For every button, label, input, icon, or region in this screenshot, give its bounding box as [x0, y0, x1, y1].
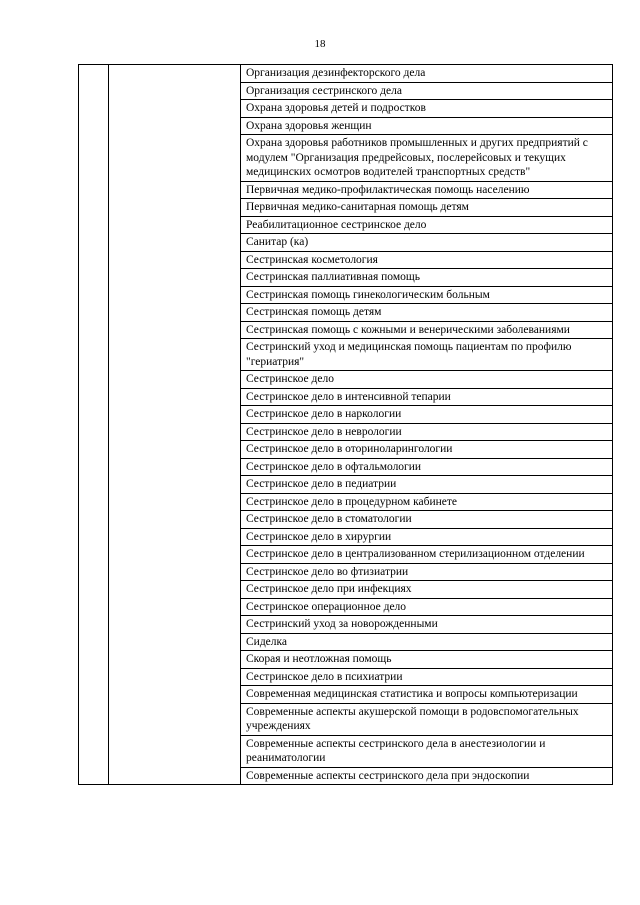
course-name-cell: Сестринское дело в наркологии — [241, 406, 613, 424]
course-name-cell: Современные аспекты сестринского дела в анестезиологии и реаниматологии — [241, 735, 613, 767]
course-name-cell: Первичная медико-санитарная помощь детям — [241, 199, 613, 217]
course-name-cell: Сестринская помощь с кожными и венерическими заболеваниями — [241, 321, 613, 339]
course-name-cell: Сиделка — [241, 633, 613, 651]
course-name-cell: Сестринский уход и медицинская помощь пациентам по профилю "гериатрия" — [241, 339, 613, 371]
course-name-cell: Сестринское дело в стоматологии — [241, 511, 613, 529]
course-name-cell: Охрана здоровья детей и подростков — [241, 100, 613, 118]
course-name-cell: Первичная медико-профилактическая помощь населению — [241, 181, 613, 199]
course-name-cell: Сестринское дело в оториноларингологии — [241, 441, 613, 459]
course-name-cell: Скорая и неотложная помощь — [241, 651, 613, 669]
course-name-cell: Сестринский уход за новорожденными — [241, 616, 613, 634]
course-name-cell: Санитар (ка) — [241, 234, 613, 252]
course-name-cell: Сестринское дело в процедурном кабинете — [241, 493, 613, 511]
course-table — [78, 64, 613, 785]
course-name-cell: Сестринское дело в педиатрии — [241, 476, 613, 494]
course-name-cell: Современные аспекты акушерской помощи в родовспомогательных учреждениях — [241, 703, 613, 735]
number-column-cell — [79, 65, 109, 785]
course-name-cell: Сестринское дело в неврологии — [241, 423, 613, 441]
course-name-cell: Сестринская помощь гинекологическим больным — [241, 286, 613, 304]
course-name-cell: Сестринское дело — [241, 371, 613, 389]
course-name-cell: Сестринское дело в централизованном стерилизационном отделении — [241, 546, 613, 564]
course-name-cell: Сестринская помощь детям — [241, 304, 613, 322]
table-row — [79, 65, 613, 83]
course-name-cell: Сестринское дело в психиатрии — [241, 668, 613, 686]
course-name-cell: Сестринская косметология — [241, 251, 613, 269]
course-name-cell: Охрана здоровья женщин — [241, 117, 613, 135]
course-name-cell: Сестринское операционное дело — [241, 598, 613, 616]
course-name-cell: Охрана здоровья работников промышленных и других предприятий с модулем "Организация предрейсовых, послерейсовых и текущих медицинских осмотров водителей транспортных средств" — [241, 135, 613, 182]
course-name-cell: Сестринское дело в офтальмологии — [241, 458, 613, 476]
course-name-cell: Сестринское дело в интенсивной тепарии — [241, 388, 613, 406]
course-name-cell: Современная медицинская статистика и вопросы компьютеризации — [241, 686, 613, 704]
course-name-cell: Сестринская паллиативная помощь — [241, 269, 613, 287]
course-name-cell: Организация сестринского дела — [241, 82, 613, 100]
course-name-cell: Сестринское дело во фтизиатрии — [241, 563, 613, 581]
course-table-body — [79, 65, 613, 785]
program-column-cell — [109, 65, 241, 785]
course-name-cell: Современные аспекты сестринского дела при эндоскопии — [241, 767, 613, 785]
course-name-cell: Сестринское дело в хирургии — [241, 528, 613, 546]
page-number: 18 — [314, 38, 326, 50]
course-name-cell: Сестринское дело при инфекциях — [241, 581, 613, 599]
course-name-cell: Организация дезинфекторского дела — [241, 65, 613, 83]
course-name-cell: Реабилитационное сестринское дело — [241, 216, 613, 234]
